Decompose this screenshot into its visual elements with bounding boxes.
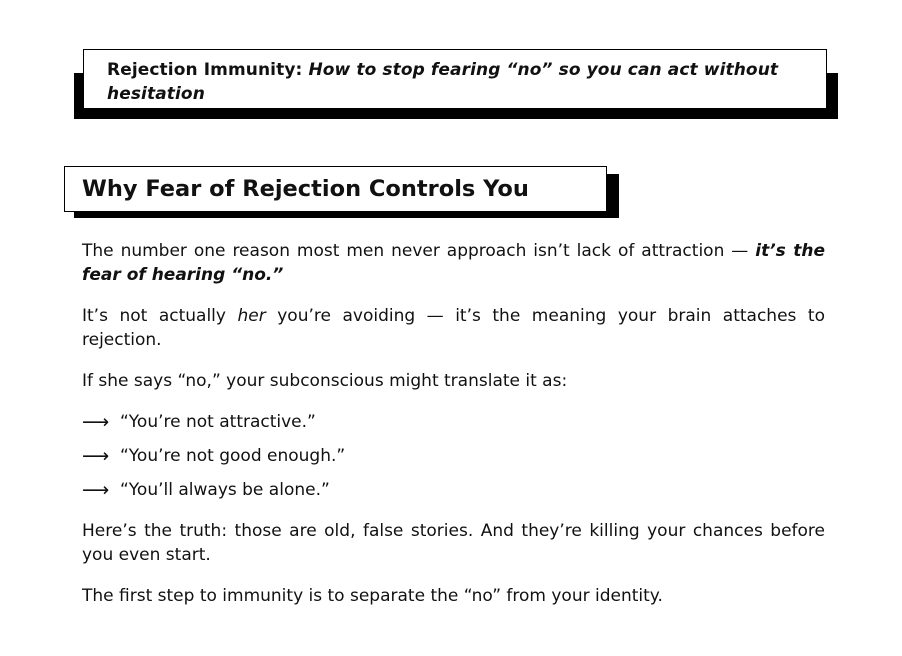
section-heading: Why Fear of Rejection Controls You [64, 166, 607, 212]
paragraph-intro [82, 239, 825, 287]
paragraph-intro-emphasis: it’s the fear of hearing “no.” [82, 241, 826, 285]
paragraph-meaning-emphasis: her [237, 306, 266, 326]
list-item-text: “You’re not good enough.” [120, 446, 346, 466]
chapter-banner [83, 49, 827, 109]
banner-title: Rejection Immunity: [107, 60, 303, 80]
body-content [82, 239, 825, 625]
paragraph-meaning-before: It’s not actually [82, 306, 238, 326]
list-item [82, 410, 825, 434]
paragraph-meaning [82, 304, 825, 352]
list-item-text: “You’re not attractive.” [120, 412, 316, 432]
list-item-text: “You’ll always be alone.” [120, 480, 330, 500]
arrow-right-icon: ⟶ [82, 445, 110, 467]
paragraph-meaning-after: you’re avoiding — it’s the meaning your brain attaches to rejection. [82, 306, 825, 350]
arrow-right-icon: ⟶ [82, 479, 110, 501]
list-item [82, 478, 825, 502]
paragraph-intro-text: The number one reason most men never approach isn’t lack of attraction — [82, 241, 756, 261]
arrow-right-icon: ⟶ [82, 411, 110, 433]
banner-subtitle: How to stop fearing “no” so you can act without hesitation [107, 60, 779, 104]
paragraph-first-step: The first step to immunity is to separate the “no” from your identity. [82, 586, 663, 606]
paragraph-truth: Here’s the truth: those are old, false stories. And they’re killing your chances before you even start. [82, 521, 825, 565]
bullet-list [82, 410, 825, 502]
list-item [82, 444, 825, 468]
paragraph-translate: If she says “no,” your subconscious might translate it as: [82, 371, 568, 391]
